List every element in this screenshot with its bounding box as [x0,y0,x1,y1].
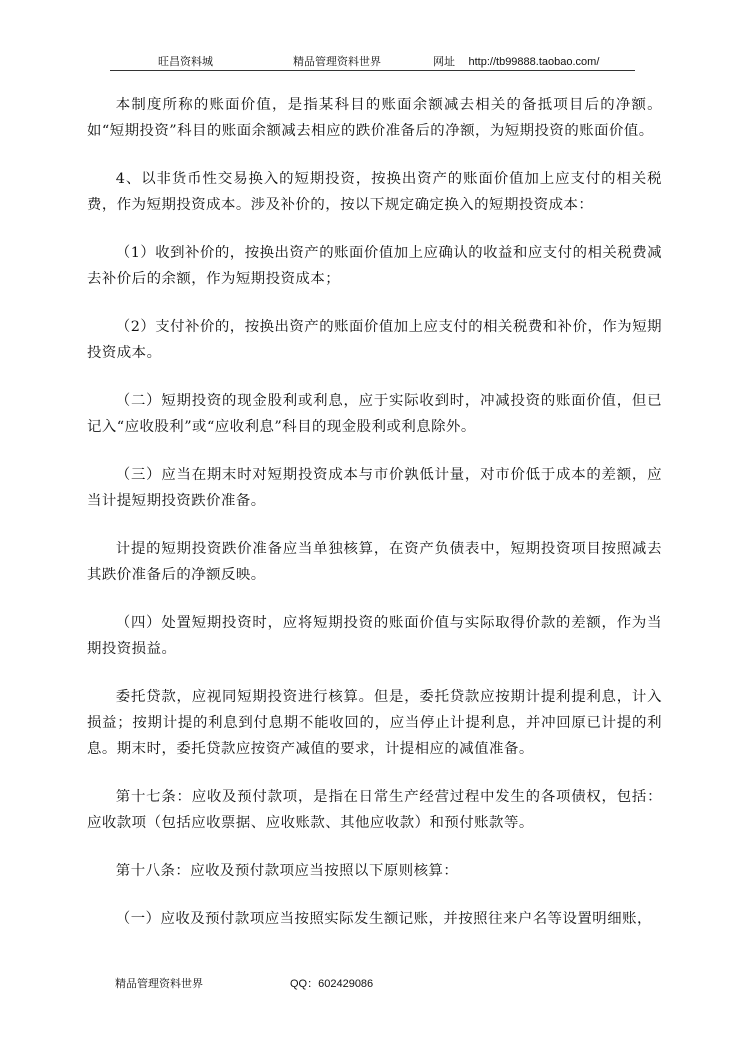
paragraph: 第十八条：应收及预付款项应当按照以下原则核算： [115,863,459,879]
paragraph: （2）支付补价的，按换出资产的账面价值加上应支付的相关税费和补价，作为短期投资成本。 [87,319,662,361]
page-footer [115,975,635,991]
document-body [87,92,662,954]
paragraph: （二）短期投资的现金股利或利息，应于实际收到时，冲减投资的账面价值，但已记入“应收股利”或“应收利息”科目的现金股利或利息除外。 [87,393,662,435]
header-site-name: 旺昌资料城 [158,55,213,68]
paragraph: 计提的短期投资跌价准备应当单独核算，在资产负债表中，短期投资项目按照减去其跌价准备后的净额反映。 [87,541,662,583]
paragraph: （1）收到补价的，按换出资产的账面价值加上应确认的收益和应支付的相关税费减去补价后的余额，作为短期投资成本； [87,245,662,287]
page-header [110,50,635,71]
paragraph: 本制度所称的账面价值，是指某科目的账面余额减去相关的备抵项目后的净额。如“短期投资”科目的账面余额减去相应的跌价准备后的净额，为短期投资的账面价值。 [87,97,662,139]
paragraph: 第十七条：应收及预付款项，是指在日常生产经营过程中发生的各项债权，包括：应收款项（包括应收票据、应收账款、其他应收款）和预付账款等。 [87,789,662,831]
header-url-block [433,53,599,69]
paragraph: （三）应当在期末时对短期投资成本与市价孰低计量，对市价低于成本的差额，应当计提短期投资跌价准备。 [87,467,662,509]
paragraph: （四）处置短期投资时，应将短期投资的账面价值与实际取得价款的差额，作为当期投资损益。 [87,615,662,657]
footer-site-name: 精品管理资料世界 [115,977,203,990]
header-url-link[interactable]: http://tb99888.taobao.com/ [468,56,600,68]
paragraph: 委托贷款，应视同短期投资进行核算。但是，委托贷款应按期计提利提利息，计入损益；按期计提的利息到付息期不能收回的，应当停止计提利息，并冲回原已计提的利息。期末时，委托贷款应按资产减值的要求，计提相应的减值准备。 [87,689,662,757]
paragraph: （一）应收及预付款项应当按照实际发生额记账，并按照往来户名等设置明细账， [115,911,652,927]
paragraph: 4、以非货币性交易换入的短期投资，按换出资产的账面价值加上应支付的相关税费，作为短期投资成本。涉及补价的，按以下规定确定换入的短期投资成本： [87,171,662,213]
header-subtitle: 精品管理资料世界 [293,55,381,68]
footer-contact: QQ：602429086 [290,978,374,990]
header-url-label: 网址 [433,55,455,68]
